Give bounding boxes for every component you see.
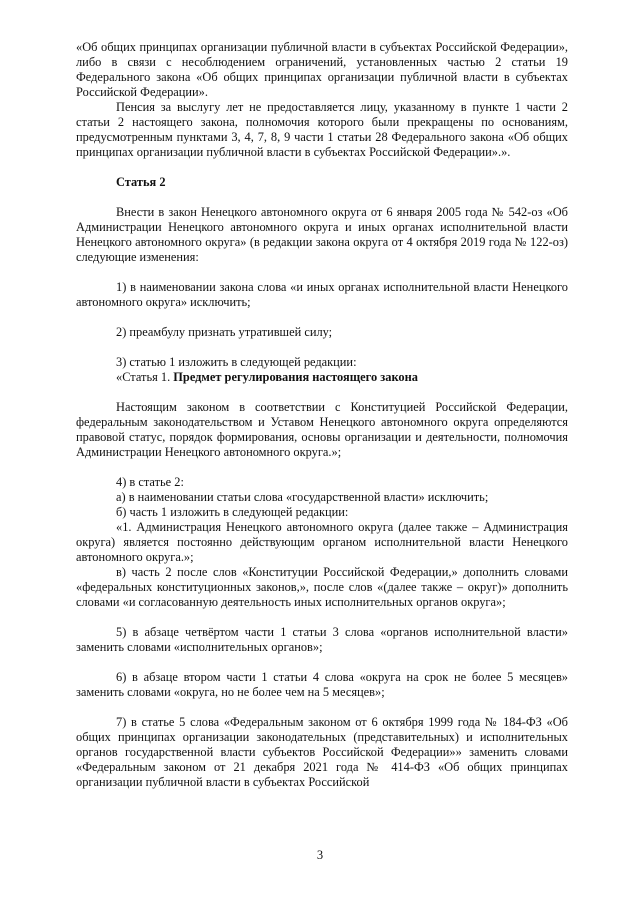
document-page [76, 40, 568, 790]
paragraph-8: Настоящим законом в соответствии с Конституцией Российской Федерации, федеральным законодательством и Уставом Ненецкого автономного округа определяются правовой статус, порядок формирования, основы организации и деятельности, полномочия Администрации Ненецкого автономного округа.»; [76, 400, 568, 459]
paragraph-7 [76, 370, 568, 385]
paragraph-16: 7) в статье 5 слова «Федеральным законом от 6 октября 1999 года № 184-ФЗ «Об общих принципах организации законодательных (представительных) и исполнительных органов государственной власти субъектов Российской Федерации»» заменить словами «Федеральным законом от 21 декабря 2021 года № 414-ФЗ «Об общих принципах организации публичной власти в субъектах Российской [76, 715, 568, 789]
paragraph-9: 4) в статье 2: [116, 475, 184, 489]
paragraph-2: Пенсия за выслугу лет не предоставляется лицу, указанному в пункте 1 части 2 статьи 2 настоящего закона, полномочия которого были прекращены по основаниям, предусмотренным пунктами 3, 4, 7, 8, 9 части 1 статьи 28 Федерального закона «Об общих принципах организации публичной власти в субъектах Российской Федерации».». [76, 100, 568, 159]
paragraph-13: в) часть 2 после слов «Конституции Российской Федерации,» дополнить словами «федеральных конституционных законов,», после слов «(далее также – округ)» дополнить словами «и согласованную деятельность иных исполнительных органов округа»; [76, 565, 568, 609]
article-1-title: Предмет регулирования настоящего закона [173, 370, 418, 384]
paragraph-1: «Об общих принципах организации публичной власти в субъектах Российской Федерации», либо в связи с несоблюдением ограничений, установленных частью 2 статьи 19 Федерального закона «Об общих принципах организации публичной власти в субъектах Российской Федерации». [76, 40, 568, 99]
article-heading: Статья 2 [116, 175, 166, 189]
paragraph-4: 1) в наименовании закона слова «и иных органах исполнительной власти Ненецкого автономного округа» исключить; [76, 280, 568, 309]
page-number: 3 [316, 848, 324, 862]
paragraph-10: а) в наименовании статьи слова «государственной власти» исключить; [116, 490, 489, 504]
paragraph-6: 3) статью 1 изложить в следующей редакции: [116, 355, 357, 369]
paragraph-11: б) часть 1 изложить в следующей редакции: [116, 505, 349, 519]
paragraph-3: Внести в закон Ненецкого автономного округа от 6 января 2005 года № 542-оз «Об Администрации Ненецкого автономного округа и иных органах исполнительной власти Ненецкого автономного округа» (в редакции закона округа от 4 октября 2019 года № 122-оз) следующие изменения: [76, 205, 568, 264]
article-1-prefix: «Статья 1. [116, 370, 174, 384]
paragraph-12: «1. Администрация Ненецкого автономного округа (далее также – Администрация округа) является постоянно действующим органом исполнительной власти Ненецкого автономного округа.»; [76, 520, 568, 564]
paragraph-5: 2) преамбулу признать утратившей силу; [116, 325, 333, 339]
paragraph-14: 5) в абзаце четвёртом части 1 статьи 3 слова «органов исполнительной власти» заменить словами «исполнительных органов»; [76, 625, 568, 654]
paragraph-15: 6) в абзаце втором части 1 статьи 4 слова «округа на срок не более 5 месяцев» заменить словами «округа, но не более чем на 5 месяцев»; [76, 670, 568, 699]
